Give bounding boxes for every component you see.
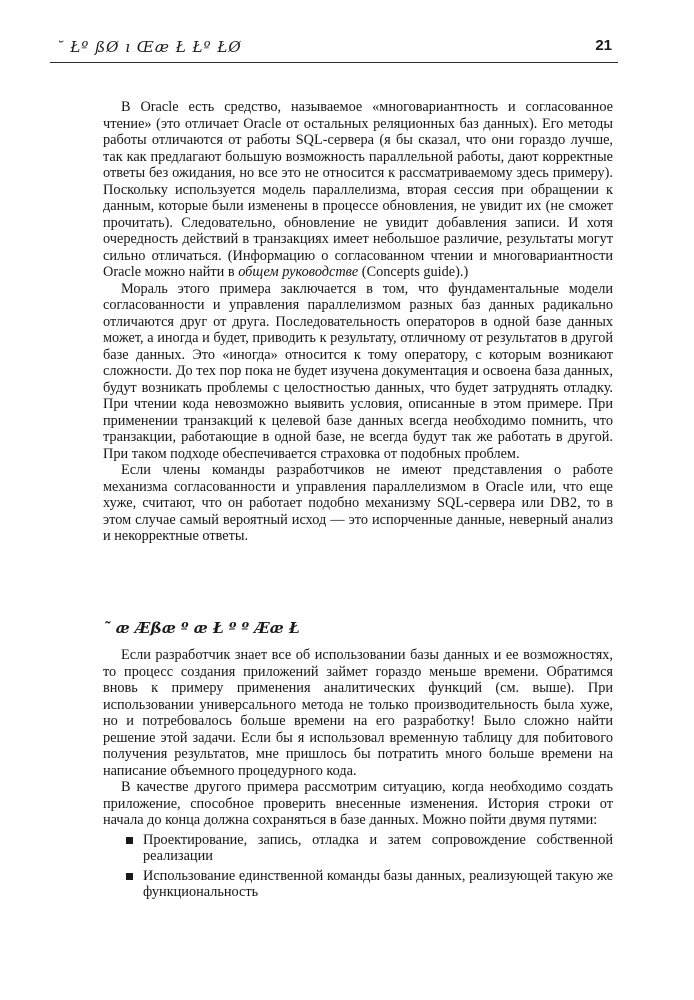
- paragraph: [103, 99, 613, 281]
- square-bullet-icon: [126, 873, 133, 880]
- bullet-item: [103, 868, 613, 901]
- section-heading: ˜ æ Æßæ º æ Ł º º Ææ Ł: [103, 619, 300, 637]
- square-bullet-icon: [126, 837, 133, 844]
- running-title: ˘ Łº ßØ ı Œæ Ł Łº ŁØ: [56, 38, 242, 56]
- running-header: [50, 34, 618, 63]
- paragraph: [103, 462, 613, 545]
- paragraph: Если разработчик знает все об использовании базы данных и ее возможностях, то процесс создания приложений займет гораздо меньше времени. Обратимся вновь к примеру применения аналитических функций (см. выше). При использовании универсального метода не только производительность была хуже, но и потребовалось больше времени на его разработку! Было сложно найти решение этой задачи. Если бы я использовал временную таблицу для побитового получения результатов, мне пришлось бы потратить много больше времени на написание объемного процедурного кода.: [103, 647, 613, 779]
- text-block-top: [103, 99, 613, 545]
- paragraph-text: Если члены команды разработчиков не имеют представления о работе механизма согласованности и управления параллелизмом в Oracle или, что еще хуже, считают, что он работает подобно механизму SQL-сервера или DB2, то в этом случае самый вероятный исход — это испорченные данные, неверный анализ и некорректные ответы.: [103, 462, 613, 544]
- bullet-list: [103, 832, 613, 901]
- paragraph: В качестве другого примера рассмотрим ситуацию, когда необходимо создать приложение, способное проверить внесенные изменения. История строки от начала до конца должна сохраняться в базе данных. Можно пойти двумя путями:: [103, 779, 613, 828]
- emphasis-text: общем руководстве: [238, 264, 359, 280]
- page-number: 21: [595, 37, 612, 54]
- bullet-text: Использование единственной команды базы данных, реализующей такую же функциональность: [143, 867, 613, 900]
- paragraph: [103, 281, 613, 463]
- paragraph-text: Мораль этого примера заключается в том, что фундаментальные модели согласованности и управления параллелизмом разных баз данных радикально отличаются друг от друга. Последовательность операторов в одной базе данных может, а иногда и будет, приводить к результату, отличному от результатов в другой базе данных. Это «иногда» относится к тому оператору, с которым возникают сложности. До тех пор пока не будет изучена документация и освоена база данных, будут возникать проблемы с целостностью данных, что будет затруднять отладку. При чтении кода невозможно выявить условия, описанные в этом примере. При применении транзакций к целевой базе данных всегда необходимо помнить, что транзакции, работающие в одной базе, не всегда будут так же работать в другой. При таком подходе обеспечивается страховка от подобных проблем.: [103, 280, 613, 462]
- text-block-bottom: [103, 647, 613, 901]
- paragraph-text: В Oracle есть средство, называемое «многовариантность и согласованное чтение» (это отличает Oracle от остальных реляционных баз данных). Его методы работы отличаются от работы SQL-сервера (я бы сказал, что они гораздо лучше, так как предлагают большую возможность параллельной работы, дают корректные ответы без ожидания, но все это не относится к рассматриваемому здесь примеру). Поскольку используется модель параллелизма, вторая сессия при обращении к данным, которые были изменены в процессе обновления, не увидит их (не сможет прочитать). Следовательно, обновление не увидит добавления записи. И хотя очередность действий в транзакциях имеет небольшое различие, результаты могут сильно отличаться. (Информацию о согласованном чтении и многовариантности Oracle можно найти в: [103, 99, 613, 280]
- bullet-item: [103, 832, 613, 865]
- bullet-text: Проектирование, запись, отладка и затем сопровождение собственной реализации: [143, 831, 613, 864]
- paragraph-tail: (Concepts guide).): [358, 264, 469, 280]
